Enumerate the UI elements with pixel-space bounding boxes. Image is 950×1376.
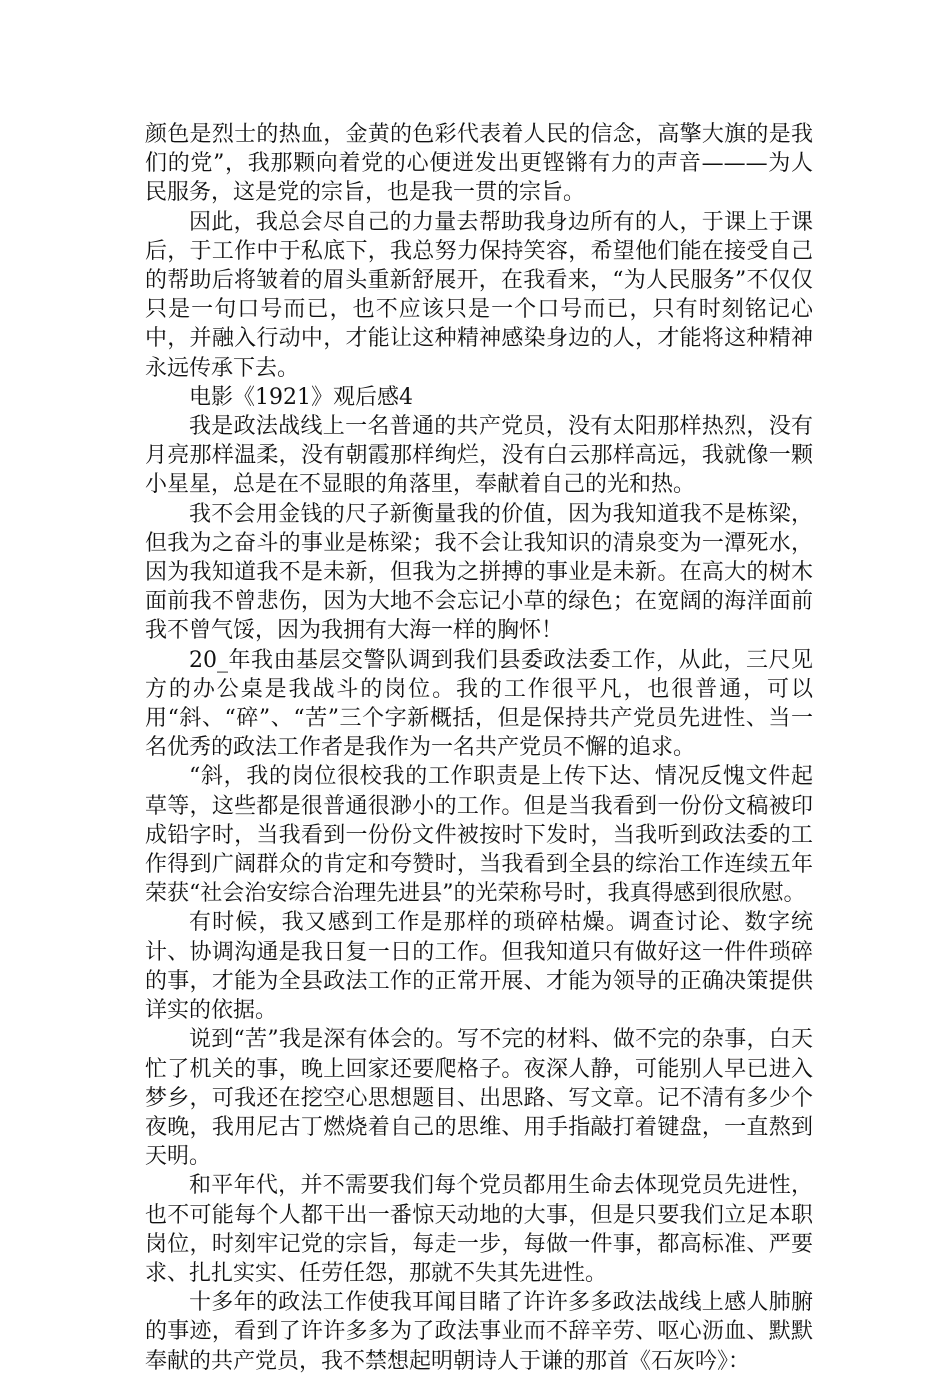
paragraph: 说到“苦”我是深有体会的。写不完的材料、做不完的杂事，白天忙了机关的事，晚上回家还要爬格子。夜深人静，可能别人早已进入梦乡，可我还在挖空心思想题目、出思路、写文章。记不清有多少个夜晚，我用尼古丁燃烧着自己的思维、用手指敲打着键盘，一直熬到天明。 [145,1027,813,1170]
paragraph: “斜，我的岗位很校我的工作职责是上传下达、情况反愧文件起草等，这些都是很普通很渺小的工作。但是当我看到一份份文稿被印成铅字时，当我看到一份份文件被按时下发时，当我听到政法委的工作得到广阔群众的肯定和夸赞时，当我看到全县的综治工作连续五年荣获“社会治安综合治理先进县”的光荣称号时，我真得感到很欣慰。 [145,764,813,907]
paragraph: 和平年代，并不需要我们每个党员都用生命去体现党员先进性，也不可能每个人都干出一番惊天动地的大事，但是只要我们立足本职岗位，时刻牢记党的宗旨，每走一步，每做一件事，都高标准、严要求、扎扎实实、任劳任怨，那就不失其先进性。 [145,1173,813,1286]
paragraph: 因此，我总会尽自己的力量去帮助我身边所有的人，于课上于课后，于工作中于私底下，我总努力保持笑容，希望他们能在接受自己的帮助后将皱着的眉头重新舒展开，在我看来，“为人民服务”不仅仅只是一句口号而已，也不应该只是一个口号而已，只有时刻铭记心中，并融入行动中，才能让这种精神感染身边的人，才能将这种精神永远传承下去。 [145,209,813,381]
paragraph: 我不会用金钱的尺子新衡量我的价值，因为我知道我不是栋梁，但我为之奋斗的事业是栋梁；我不会让我知识的清泉变为一潭死水，因为我知道我不是未新，但我为之拼搏的事业是未新。在高大的树木面前我不曾悲伤，因为大地不会忘记小草的绿色；在宽阔的海洋面前我不曾气馁，因为我拥有大海一样的胸怀！ [145,501,813,644]
paragraph: 20_年我由基层交警队调到我们县委政法委工作，从此，三尺见方的办公桌是我战斗的岗位。我的工作很平凡，也很普通，可以用“斜、“碎”、“苦”三个字新概括，但是保持共产党员先进性、当一名优秀的政法工作者是我作为一名共产党员不懈的追求。 [145,647,813,761]
paragraph: 有时候，我又感到工作是那样的琐碎枯燥。调查讨论、数字统计、协调沟通是我日复一日的工作。但我知道只有做好这一件件琐碎的事，才能为全县政法工作的正常开展、才能为领导的正确决策提供详实的依据。 [145,910,813,1024]
paragraph: 我是政法战线上一名普通的共产党员，没有太阳那样热烈，没有月亮那样温柔，没有朝霞那样绚烂，没有白云那样高远，我就像一颗小星星，总是在不显眼的角落里，奉献着自己的光和热。 [145,414,813,498]
section-heading: 电影《1921》观后感4 [189,384,413,410]
document-body [145,120,813,1376]
paragraph-continuation: 颜色是烈士的热血，金黄的色彩代表着人民的信念，高擎大旗的是我们的党”，我那颗向着党的心便迸发出更铿锵有力的声音———为人民服务，这是党的宗旨，也是我一贯的宗旨。 [145,122,813,206]
paragraph: 十多年的政法工作使我耳闻目睹了许许多多政法战线上感人肺腑的事迹，看到了许许多多为了政法事业而不辞辛劳、呕心沥血、默默奉献的共产党员，我不禁想起明朝诗人于谦的那首《石灰吟》： [145,1290,813,1374]
